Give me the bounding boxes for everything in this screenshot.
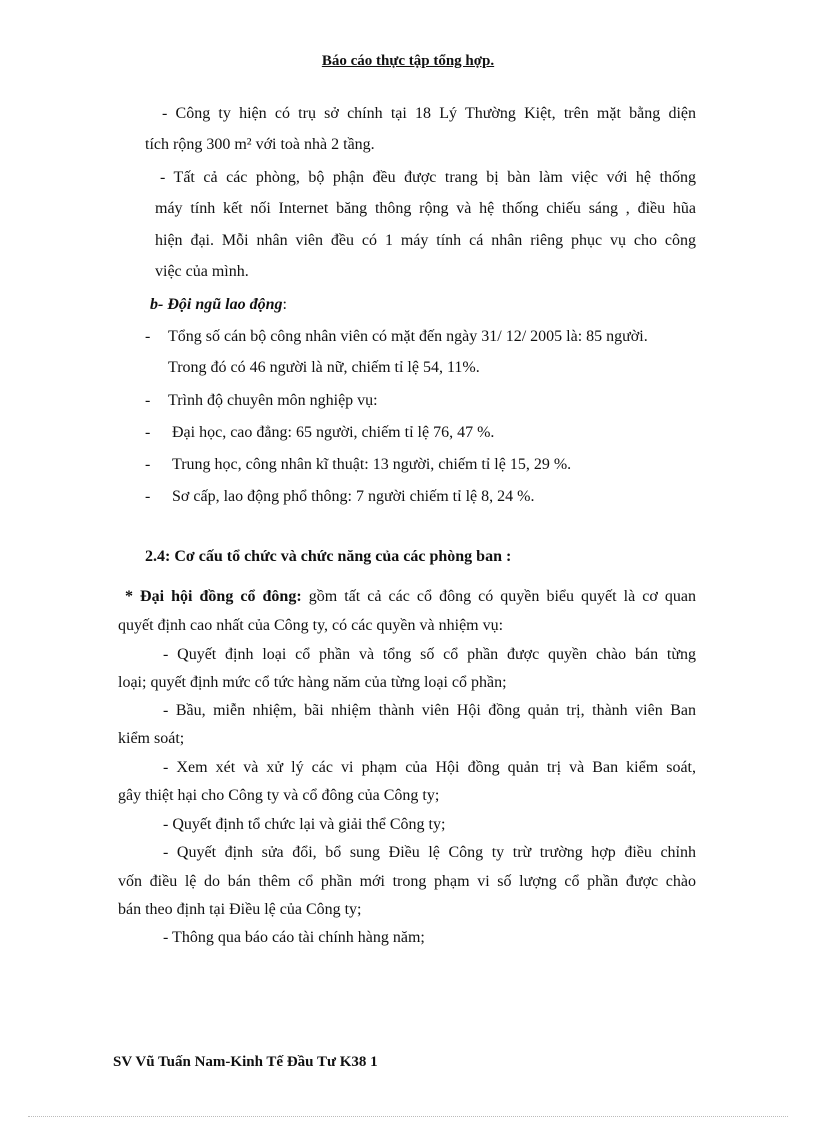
paragraph-line: gây thiệt hại cho Công ty và cổ đông của Công ty;	[118, 787, 440, 804]
paragraph-line	[125, 587, 696, 607]
list-item: Trung học, công nhân kĩ thuật: 13 người, chiếm tỉ lệ 15, 29 %.	[172, 456, 572, 473]
paragraph-line: - Thông qua báo cáo tài chính hàng năm;	[163, 929, 425, 946]
paragraph-line: hiện đại. Mỗi nhân viên đều có 1 máy tính cá nhân riêng phục vụ cho công	[155, 232, 696, 249]
list-bullet: -	[145, 392, 151, 409]
list-item: Trình độ chuyên môn nghiệp vụ:	[168, 392, 378, 409]
page-footer: SV Vũ Tuấn Nam-Kinh Tế Đầu Tư K38 1	[113, 1054, 378, 1070]
paragraph-line: - Công ty hiện có trụ sở chính tại 18 Lý Thường Kiệt, trên mặt bằng diện	[162, 105, 696, 122]
workforce-heading-text: b- Đội ngũ lao động	[150, 296, 283, 313]
paragraph-line: máy tính kết nối Internet băng thông rộng và hệ thống chiếu sáng , điều hũa	[155, 200, 696, 217]
page-title: Báo cáo thực tập tổng hợp.	[321, 53, 495, 69]
paragraph-line: vốn điều lệ do bán thêm cổ phần mới trong phạm vi số lượng cổ phần được chào	[118, 873, 696, 890]
list-bullet: -	[145, 328, 151, 345]
list-bullet: -	[145, 456, 151, 473]
list-item: Sơ cấp, lao động phổ thông: 7 người chiếm tỉ lệ 8, 24 %.	[172, 488, 535, 505]
paragraph-line: việc của mình.	[155, 263, 249, 280]
list-bullet: -	[145, 488, 151, 505]
paragraph-line: kiểm soát;	[118, 730, 185, 747]
paragraph-line: - Quyết định loại cổ phần và tổng số cổ phần được quyền chào bán từng	[163, 646, 696, 663]
agm-label: * Đại hội đồng cổ đông:	[125, 588, 302, 605]
paragraph-line: - Quyết định sửa đổi, bổ sung Điều lệ Công ty trừ trường hợp điều chỉnh	[163, 844, 696, 861]
list-bullet: -	[145, 424, 151, 441]
paragraph-line: quyết định cao nhất của Công ty, có các quyền và nhiệm vụ:	[118, 617, 504, 634]
paragraph-line: - Xem xét và xử lý các vi phạm của Hội đồng quản trị và Ban kiểm soát,	[163, 759, 696, 776]
list-item-continuation: Trong đó có 46 người là nữ, chiếm tỉ lệ 54, 11%.	[168, 359, 480, 376]
workforce-heading	[150, 295, 287, 315]
paragraph-line: - Bầu, miễn nhiệm, bãi nhiệm thành viên Hội đồng quản trị, thành viên Ban	[163, 702, 696, 719]
paragraph-line: bán theo định tại Điều lệ của Công ty;	[118, 901, 362, 918]
section-heading: 2.4: Cơ cấu tổ chức và chức năng của các phòng ban :	[145, 548, 512, 565]
paragraph-line: tích rộng 300 m² với toà nhà 2 tầng.	[145, 136, 375, 153]
list-item: Đại học, cao đẳng: 65 người, chiếm tỉ lệ 76, 47 %.	[172, 424, 495, 441]
workforce-heading-colon: :	[282, 296, 287, 313]
paragraph-line: loại; quyết định mức cổ tức hàng năm của từng loại cổ phần;	[118, 674, 507, 691]
footer-dotted-rule	[28, 1116, 788, 1117]
paragraph-line: - Quyết định tổ chức lại và giải thể Công ty;	[163, 816, 446, 833]
paragraph-line: - Tất cả các phòng, bộ phận đều được trang bị bàn làm việc với hệ thống	[160, 169, 696, 186]
agm-text: gồm tất cả các cổ đông có quyền biểu quyết là cơ quan	[308, 588, 696, 605]
list-item: Tổng số cán bộ công nhân viên có mặt đến ngày 31/ 12/ 2005 là: 85 người.	[168, 328, 648, 345]
